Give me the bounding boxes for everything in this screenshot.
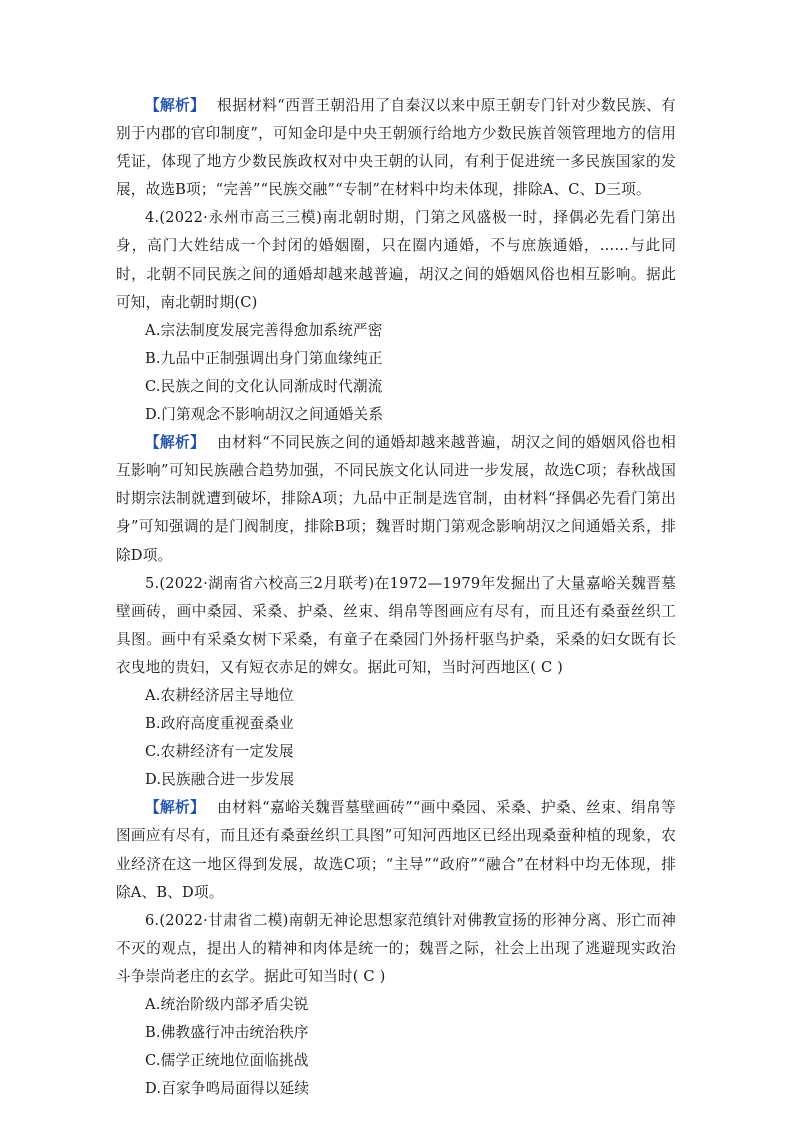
analysis-label: 【解析】 <box>145 97 206 114</box>
analysis-text: 由材料“不同民族之间的通婚却越来越普遍，胡汉之间的婚姻风俗也相互影响”可知民族融合趋势加强，不同民族文化认同进一步发展，故选C项；春秋战国时期宗法制就遭到破坏，排除A项；九品中正制是选官制，由材料“择偶必先看门第出身”可知强调的是门阀制度，排除B项；魏晋时期门第观念影响胡汉之间通婚关系，排除D项。 <box>116 434 676 564</box>
question-stem: 6.(2022·甘肃省二模)南朝无神论思想家范缜针对佛教宣扬的形神分离、形亡而神不灭的观点，提出人的精神和肉体是统一的；魏晋之际，社会上出现了逃避现实政治斗争崇尚老庄的玄学。据此可知当时( C ) <box>116 911 676 985</box>
question-stem: 4.(2022·永州市高三三模)南北朝时期，门第之风盛极一时，择偶必先看门第出身，高门大姓结成一个封闭的婚姻圈，只在圈内通婚，不与庶族通婚，……与此同时，北朝不同民族之间的通婚却越来越普遍，胡汉之间的婚姻风俗也相互影响。据此可知，南北朝时期(C) <box>116 209 676 311</box>
option-d: D.民族融合进一步发展 <box>145 771 295 789</box>
analysis-text: 由材料“嘉峪关魏晋墓壁画砖”“画中桑园、采桑、护桑、丝束、绢帛等图画应有尽有，而且还有桑蚕丝织工具图”可知河西地区已经出现桑蚕种植的现象，农业经济在这一地区得到发展，故选C项；“主导”“政府”“融合”在材料中均无体现，排除A、B、D项。 <box>116 799 676 901</box>
analysis-paragraph <box>116 429 676 569</box>
option-a: A.宗法制度发展完善得愈加系统严密 <box>145 321 383 339</box>
question-stem: 5.(2022·湖南省六校高三2月联考)在1972—1979年发掘出了大量嘉峪关魏晋墓壁画砖，画中桑园、采桑、护桑、丝束、绢帛等图画应有尽有，而且还有桑蚕丝织工具图。画中有采桑女树下采桑，有童子在桑园门外扬杆驱鸟护桑，采桑的妇女既有长衣曳地的贵妇，又有短衣赤足的婢女。据此可知，当时河西地区( C ) <box>116 574 676 676</box>
analysis-label: 【解析】 <box>145 434 206 452</box>
option-c: C.农耕经济有一定发展 <box>145 743 294 761</box>
option-b: B.九品中正制强调出身门第血缘纯正 <box>145 349 383 367</box>
option-a: A.农耕经济居主导地位 <box>145 686 294 704</box>
analysis-paragraph <box>116 92 676 204</box>
option-c: C.儒学正统地位面临挑战 <box>145 1052 309 1070</box>
option-c: C.民族之间的文化认同渐成时代潮流 <box>145 377 383 395</box>
option-d: D.百家争鸣局面得以延续 <box>145 1080 310 1098</box>
analysis-label: 【解析】 <box>145 799 206 817</box>
analysis-text: 根据材料“西晋王朝沿用了自秦汉以来中原王朝专门针对少数民族、有别于内郡的官印制度”，可知金印是中央王朝颁行给地方少数民族首领管理地方的信用凭证，体现了地方少数民族政权对中央王朝的认同，有利于促进统一多民族国家的发展，故选B项；“完善”“民族交融”“专制”在材料中均未体现，排除A、C、D三项。 <box>116 97 676 199</box>
analysis-paragraph <box>116 794 676 906</box>
option-d: D.门第观念不影响胡汉之间通婚关系 <box>145 406 384 424</box>
option-b: B.政府高度重视蚕桑业 <box>145 715 294 733</box>
option-b: B.佛教盛行冲击统治秩序 <box>145 1024 309 1042</box>
option-a: A.统治阶级内部矛盾尖锐 <box>145 996 309 1013</box>
page-content <box>116 92 676 1103</box>
